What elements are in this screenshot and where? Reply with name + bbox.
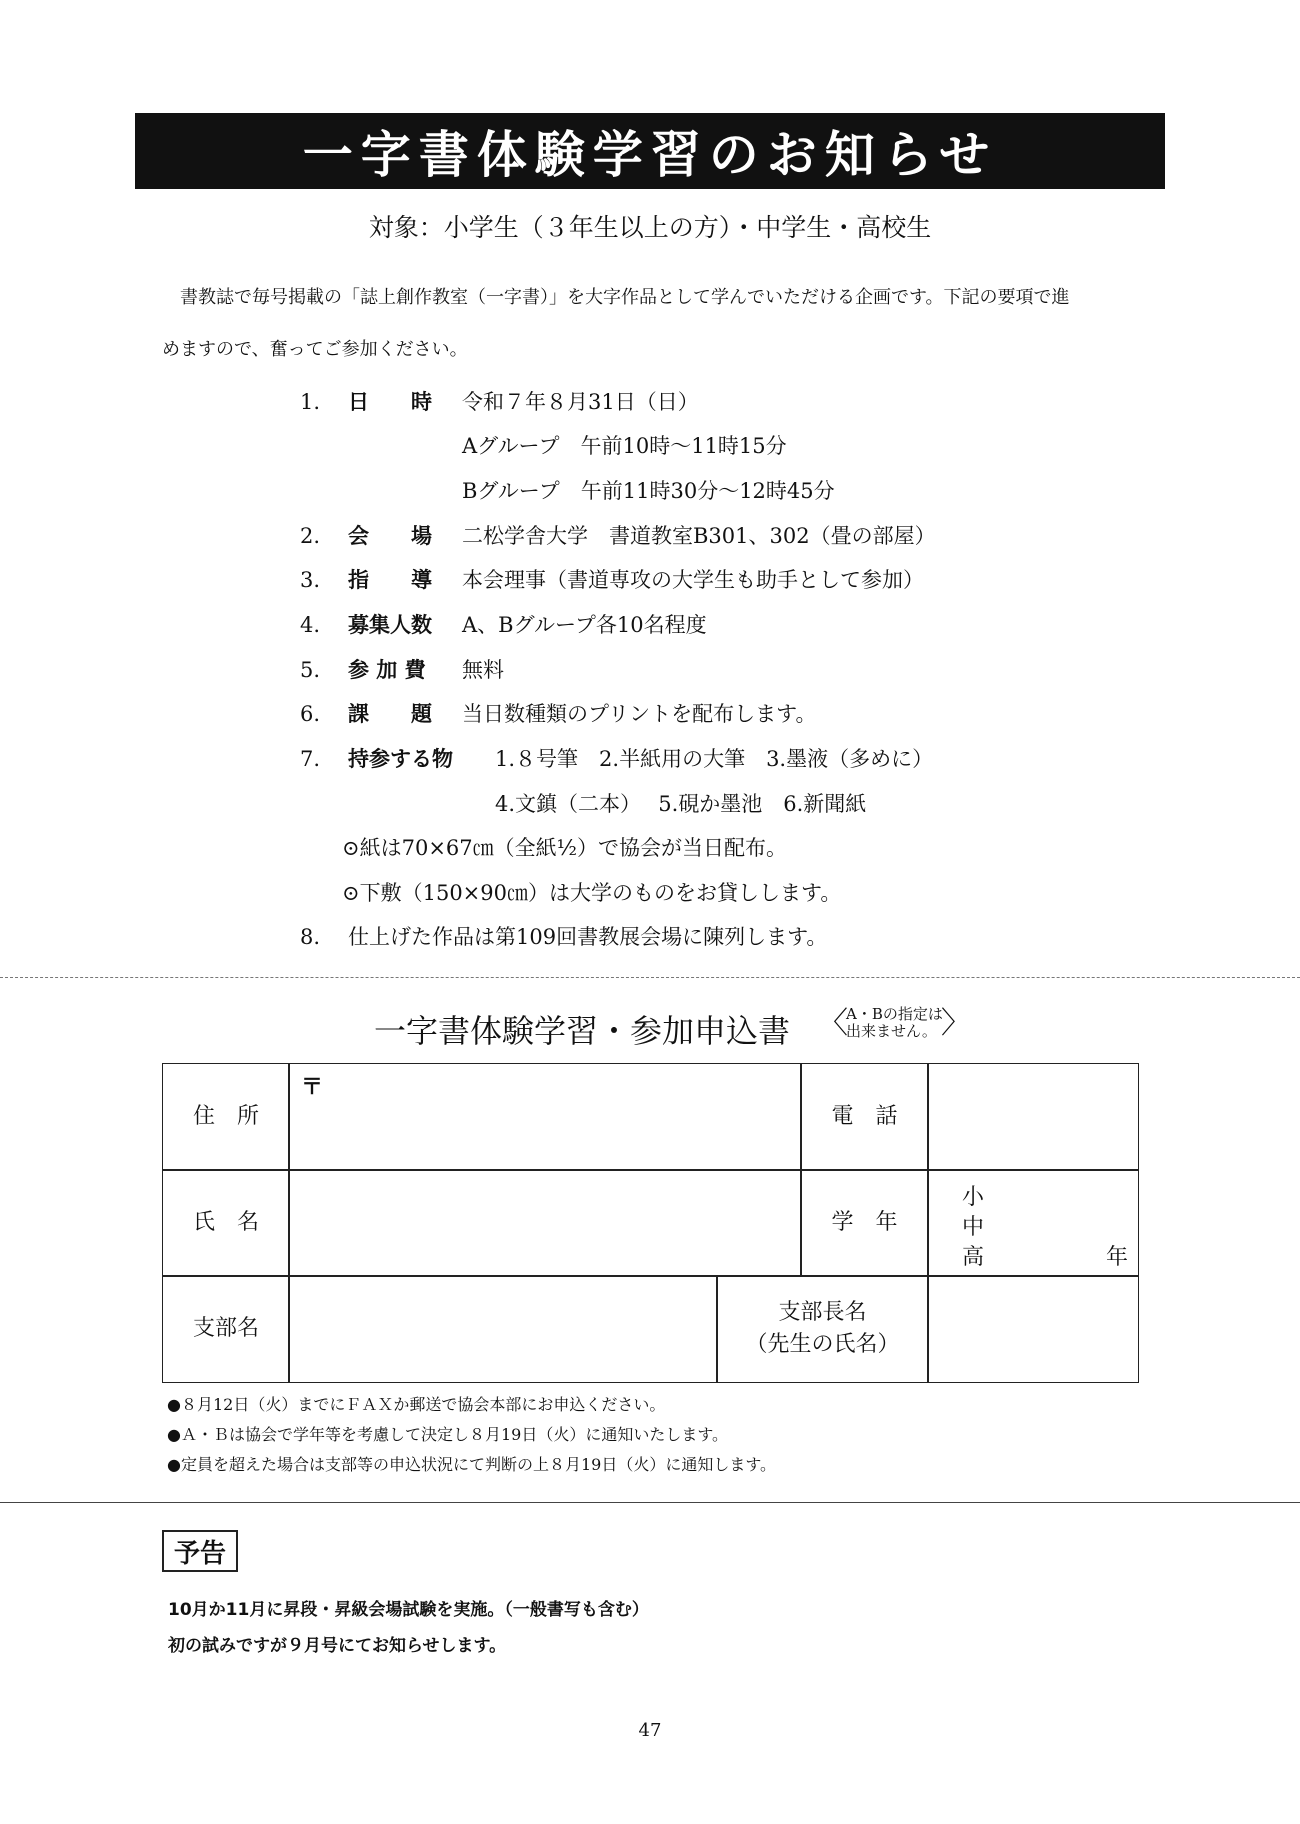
branch-head-label-2: （先生の氏名）: [745, 1332, 900, 1357]
form-note: [832, 1006, 957, 1040]
item-exhibit: [300, 922, 1100, 952]
intro-line-2: めますので、奮ってご参加ください。: [162, 339, 468, 360]
grade-high: 高: [962, 1245, 985, 1270]
item-number: 8.: [300, 925, 321, 949]
item-bring: [300, 744, 1100, 774]
name-label: 氏 名: [162, 1169, 290, 1277]
item-value: 仕上げた作品は第109回書教展会場に陳列します。: [348, 925, 828, 949]
note-item: ●定員を超えた場合は支部等の申込状況にて判断の上８月19日（火）に通知します。: [167, 1455, 777, 1474]
grade-label: 学 年: [800, 1169, 929, 1277]
cut-line: [0, 977, 1300, 978]
note-item: ●８月12日（火）までにＦＡＸか郵送で協会本部にお申込ください。: [167, 1395, 666, 1414]
mat-note: ⊙下敷（150×90㎝）は大学のものをお貸しします。: [342, 881, 842, 905]
section-divider: [0, 1502, 1300, 1503]
intro-paragraph: [162, 272, 1162, 376]
item-number: 6.: [300, 702, 321, 726]
form-note-line-1: 〈 A・Bの指定は: [846, 1005, 943, 1023]
item-label: 課 題: [348, 702, 432, 726]
branch-head-label-1: 支部長名: [778, 1300, 867, 1325]
page-title: 一字書体験学習のお知らせ: [135, 113, 1165, 189]
branch-head-field[interactable]: [927, 1275, 1139, 1383]
branch-label: 支部名: [162, 1275, 290, 1383]
item-value: 当日数種類のプリントを配布します。: [462, 702, 817, 726]
item-group-b: Bグループ 午前11時30分〜12時45分: [462, 479, 835, 503]
item-label: 会 場: [348, 524, 432, 548]
item-theme: [300, 699, 1100, 729]
item-value: 1.８号筆 2.半紙用の大筆 3.墨液（多めに）: [495, 747, 934, 771]
page-number: 47: [638, 1720, 662, 1741]
yokoku-heading: 予告: [162, 1530, 238, 1572]
item-value: 無料: [462, 658, 504, 682]
grade-year: 年: [1105, 1245, 1128, 1270]
application-form-table: [162, 1063, 1139, 1383]
item-bring-2: 4.文鎮（二本） 5.硯か墨池 6.新聞紙: [495, 792, 867, 816]
name-field[interactable]: [288, 1169, 802, 1277]
item-value: 二松学舎大学 書道教室B301、302（畳の部屋）: [462, 524, 936, 548]
item-label: 参 加 費: [348, 658, 426, 682]
item-capacity: [300, 610, 1100, 640]
item-number: 2.: [300, 524, 321, 548]
form-title: 一字書体験学習・参加申込書: [374, 1012, 791, 1050]
phone-label: 電 話: [800, 1063, 929, 1171]
application-notes: [167, 1390, 776, 1480]
item-date: [300, 387, 1100, 417]
item-number: 1.: [300, 390, 321, 414]
yokoku-line-2: 初の試みですが９月号にてお知らせします。: [168, 1636, 507, 1656]
item-value: 令和７年８月31日（日）: [462, 390, 699, 414]
paper-note: ⊙紙は70×67㎝（全紙½）で協会が当日配布。: [342, 836, 787, 860]
item-label: 指 導: [348, 568, 432, 592]
grade-middle: 中: [962, 1215, 985, 1240]
item-value: 本会理事（書道専攻の大学生も助手として参加）: [462, 568, 924, 592]
grade-elementary: 小: [962, 1185, 985, 1210]
grade-field[interactable]: [927, 1169, 1139, 1277]
item-value: A、Bグループ各10名程度: [462, 613, 707, 637]
item-fee: [300, 655, 1100, 685]
address-field[interactable]: [288, 1063, 802, 1171]
phone-field[interactable]: [927, 1063, 1139, 1171]
item-number: 4.: [300, 613, 321, 637]
item-venue: [300, 521, 1100, 551]
note-item: ●Ａ・Ｂは協会で学年等を考慮して決定し８月19日（火）に通知いたします。: [167, 1425, 729, 1444]
form-note-line-2: 出来ません。: [846, 1022, 937, 1040]
item-guide: [300, 565, 1100, 595]
item-label: 持参する物: [348, 747, 453, 771]
branch-head-label: [716, 1275, 929, 1383]
item-number: 5.: [300, 658, 321, 682]
branch-field[interactable]: [288, 1275, 718, 1383]
item-number: 7.: [300, 747, 321, 771]
item-group-a: Aグループ 午前10時〜11時15分: [462, 434, 787, 458]
intro-line-1: 書教誌で毎号掲載の「誌上創作教室（一字書）」を大字作品として学んでいただける企画です。下記の要項で進: [180, 287, 1070, 308]
yokoku-text: [168, 1592, 649, 1664]
yokoku-line-1: 10月か11月に昇段・昇級会場試験を実施。（一般書写も含む）: [168, 1600, 649, 1620]
item-label: 募集人数: [348, 613, 432, 637]
target-audience: 対象：小学生（３年生以上の方）・中学生・高校生: [368, 213, 932, 242]
address-label: 住 所: [162, 1063, 290, 1171]
item-label: 日 時: [348, 390, 432, 414]
item-number: 3.: [300, 568, 321, 592]
postal-mark-icon: 〒: [301, 1075, 324, 1100]
